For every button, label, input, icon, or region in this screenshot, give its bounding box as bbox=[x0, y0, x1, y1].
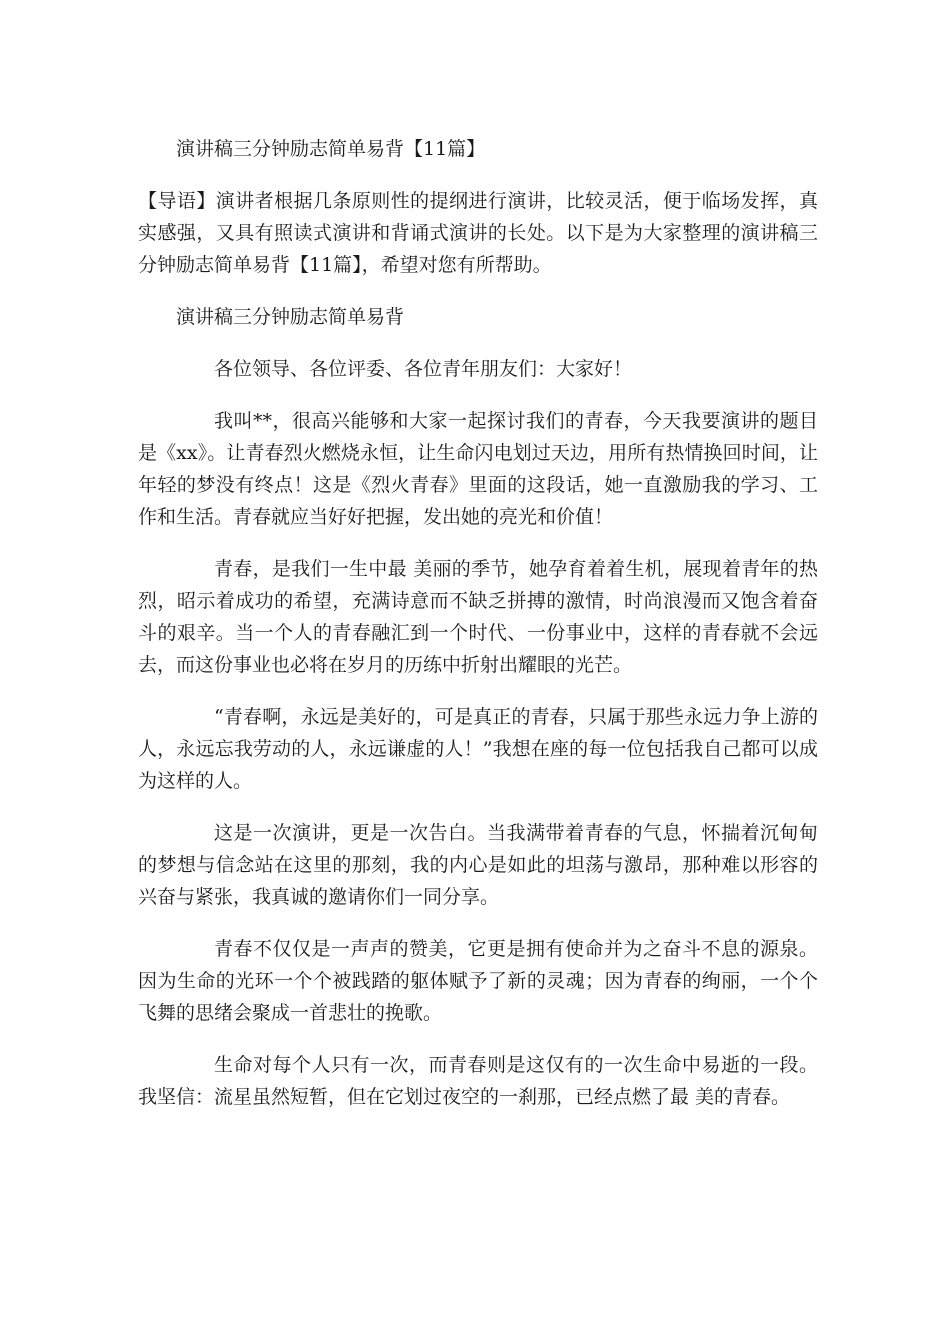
body-paragraph: 青春，是我们一生中最 美丽的季节，她孕育着着生机，展现着青年的热烈，昭示着成功的希望，充满诗意而不缺乏拼搏的激情，时尚浪漫而又饱含着奋斗的艰辛。当一个人的青春融汇到一个时代、一份事业中，这样的青春就不会远去，而这份事业也必将在岁月的历练中折射出耀眼的光芒。 bbox=[138, 558, 818, 676]
document-page bbox=[138, 133, 818, 1133]
body-paragraph: 这是一次演讲，更是一次告白。当我满带着青春的气息，怀揣着沉甸甸的梦想与信念站在这里的那刻，我的内心是如此的坦荡与激昂，那种难以形容的兴奋与紧张，我真诚的邀请你们一同分享。 bbox=[138, 822, 818, 908]
body-paragraph: 青春不仅仅是一声声的赞美，它更是拥有使命并为之奋斗不息的源泉。因为生命的光环一个个被践踏的躯体赋予了新的灵魂；因为青春的绚丽，一个个飞舞的思绪会聚成一首悲壮的挽歌。 bbox=[138, 938, 818, 1024]
document-title: 演讲稿三分钟励志简单易背【11篇】 bbox=[176, 138, 486, 160]
body-paragraph: 生命对每个人只有一次，而青春则是这仅有的一次生命中易逝的一段。我坚信：流星虽然短暂，但在它划过夜空的一刹那，已经点燃了最 美的青春。 bbox=[138, 1054, 818, 1108]
body-paragraph: “青春啊，永远是美好的，可是真正的青春，只属于那些永远力争上游的人，永远忘我劳动的人，永远谦虚的人！”我想在座的每一位包括我自己都可以成为这样的人。 bbox=[138, 706, 818, 792]
greeting-line: 各位领导、各位评委、各位青年朋友们：大家好！ bbox=[214, 358, 633, 380]
intro-paragraph: 【导语】演讲者根据几条原则性的提纲进行演讲，比较灵活，便于临场发挥，真实感强，又具有照读式演讲和背诵式演讲的长处。以下是为大家整理的演讲稿三分钟励志简单易背【11篇】，希望对您有所帮助。 bbox=[138, 190, 818, 276]
body-paragraph: 我叫**，很高兴能够和大家一起探讨我们的青春，今天我要演讲的题目是《xx》。让青春烈火燃烧永恒，让生命闪电划过天边，用所有热情换回时间，让年轻的梦没有终点！这是《烈火青春》里面的这段话，她一直激励我的学习、工作和生活。青春就应当好好把握，发出她的亮光和价值！ bbox=[138, 410, 818, 528]
section-subtitle: 演讲稿三分钟励志简单易背 bbox=[176, 306, 405, 328]
